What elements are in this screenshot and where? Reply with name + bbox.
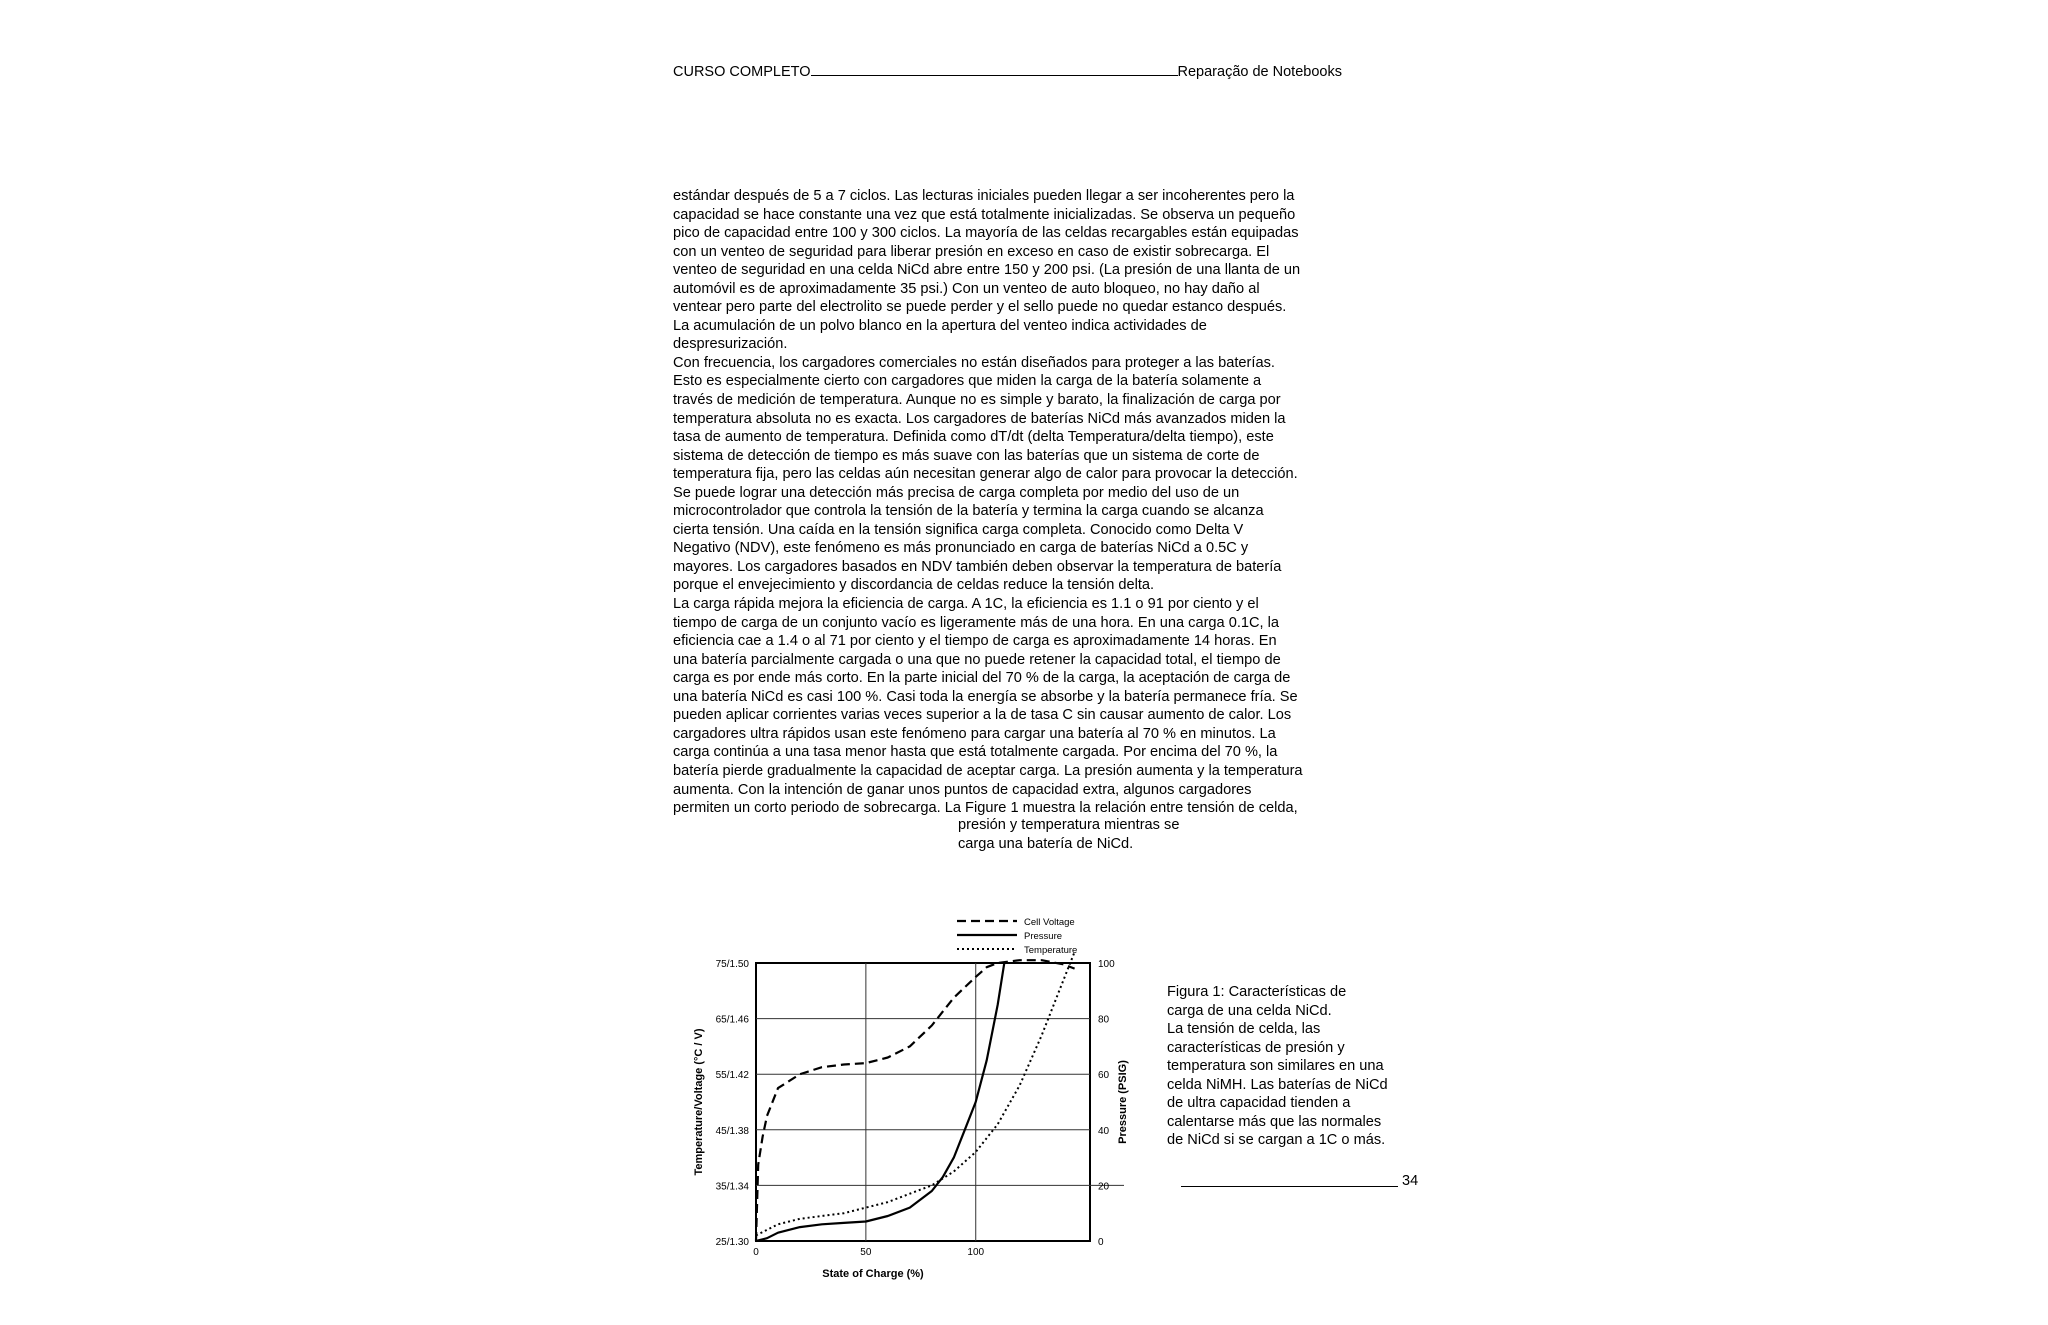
y-axis-label: Temperature/Voltage (°C / V) (693, 1028, 705, 1176)
nicd-charge-chart (672, 883, 1152, 1303)
figure-chart (672, 883, 1152, 1303)
x-tick-label: 100 (967, 1247, 985, 1258)
x-tick-label: 0 (753, 1247, 759, 1258)
body-line: ventear pero parte del electrolito se puede perder y el sello puede no quedar estanco después. (673, 299, 1287, 316)
body-line: eficiencia cae a 1.4 o al 71 por ciento y el tiempo de carga es aproximadamente 14 horas. En (673, 633, 1277, 650)
body-line: despresurización. (673, 336, 788, 353)
plot-frame (756, 963, 1090, 1241)
y2-axis-label: Pressure (PSIG) (1117, 1060, 1129, 1144)
body-line: con un venteo de seguridad para liberar presión en exceso en caso de existir sobrecarga. El (673, 243, 1270, 260)
y2-tick-label: 0 (1098, 1237, 1104, 1248)
body-line: La carga rápida mejora la eficiencia de carga. A 1C, la eficiencia es 1.1 o 91 por ciento y el (673, 596, 1259, 613)
body-line: temperatura absoluta no es exacta. Los cargadores de baterías NiCd más avanzados miden la (673, 410, 1286, 427)
body-line: una batería parcialmente cargada o una que no puede retener la capacidad total, el tiempo de (673, 651, 1281, 668)
y2-tick-label: 80 (1098, 1014, 1110, 1026)
legend-label: Pressure (1024, 931, 1063, 942)
y-tick-label: 65/1.46 (715, 1014, 749, 1026)
header-left: CURSO COMPLETO (673, 64, 811, 80)
body-line: una batería NiCd es casi 100 %. Casi toda la energía se absorbe y la batería permanece fría. Se (673, 688, 1298, 705)
footer-rule (1181, 1186, 1398, 1187)
body-line: presión y temperatura mientras se (958, 817, 1180, 833)
y-tick-label: 35/1.34 (715, 1181, 749, 1193)
caption-line: Figura 1: Características de (1167, 984, 1347, 1000)
body-text-tail (958, 816, 1179, 853)
body-line: Negativo (NDV), este fenómeno es más pronunciado en carga de baterías NiCd a 0.5C y (673, 540, 1249, 557)
page-header (673, 62, 1345, 80)
body-line: estándar después de 5 a 7 ciclos. Las lecturas iniciales pueden llegar a ser incoherentes pero la (673, 188, 1295, 204)
y-tick-label: 75/1.50 (715, 959, 749, 970)
series-line-pressure (756, 963, 1004, 1241)
body-line: pico de capacidad entre 100 y 300 ciclos. La mayoría de las celdas recargables están equipadas (673, 225, 1299, 242)
series-line-temperature (756, 952, 1075, 1236)
body-line: través de medición de temperatura. Aunque no es simple y barato, la finalización de carga por (673, 392, 1281, 409)
body-line: batería pierde gradualmente la capacidad de aceptar carga. La presión aumenta y la temperatura (673, 762, 1303, 779)
body-line: carga una batería de NiCd. (958, 835, 1134, 852)
y-tick-label: 55/1.42 (715, 1070, 749, 1082)
y-tick-label: 25/1.30 (715, 1237, 749, 1248)
body-line: microcontrolador que controla la tensión de la batería y termina la carga cuando se alcanza (673, 503, 1264, 520)
body-line: Esto es especialmente cierto con cargadores que miden la carga de la batería solamente a (673, 373, 1262, 390)
body-line: La acumulación de un polvo blanco en la apertura del venteo indica actividades de (673, 317, 1207, 334)
body-line: automóvil es de aproximadamente 35 psi.) Con un venteo de auto bloqueo, no hay daño al (673, 280, 1260, 297)
header-rule (811, 62, 1178, 76)
header-right: Reparação de Notebooks (1177, 64, 1342, 80)
body-line: venteo de seguridad en una celda NiCd abre entre 150 y 200 psi. (La presión de una llanta de un (673, 262, 1301, 279)
body-line: mayores. Los cargadores basados en NDV también deben observar la temperatura de batería (673, 558, 1282, 575)
body-line: carga es por ende más corto. En la parte inicial del 70 % de la carga, la aceptación de carga de (673, 670, 1291, 687)
y-tick-label: 45/1.38 (715, 1125, 749, 1137)
body-line: cargadores ultra rápidos usan este fenómeno para cargar una batería al 70 % en minutos. La (673, 725, 1276, 742)
caption-line: calentarse más que las normales (1167, 1113, 1382, 1130)
body-line: porque el envejecimiento y discordancia de celdas reduce la tensión delta. (673, 577, 1155, 594)
y2-tick-label: 60 (1098, 1070, 1110, 1082)
body-line: tiempo de carga de un conjunto vacío es ligeramente más de una hora. En una carga 0.1C, la (673, 614, 1280, 631)
y2-tick-label: 20 (1098, 1181, 1110, 1193)
caption-line: La tensión de celda, las (1167, 1021, 1321, 1038)
body-line: Con frecuencia, los cargadores comerciales no están diseñados para proteger a las baterías. (673, 354, 1275, 371)
caption-line: de NiCd si se cargan a 1C o más. (1167, 1132, 1386, 1149)
caption-line: celda NiMH. Las baterías de NiCd (1167, 1076, 1388, 1093)
x-tick-label: 50 (860, 1247, 872, 1258)
body-line: sistema de detección de tiempo es más suave con las baterías que un sistema de corte de (673, 447, 1260, 464)
caption-line: carga de una celda NiCd. (1167, 1002, 1332, 1019)
figure-caption (1167, 983, 1417, 1150)
body-line: permiten un corto periodo de sobrecarga. La Figure 1 muestra la relación entre tensión de celda, (673, 800, 1298, 817)
series-line-cell-voltage (756, 960, 1075, 1241)
caption-line: temperatura son similares en una (1167, 1058, 1384, 1075)
body-line: pueden aplicar corrientes varias veces superior a la de tasa C sin causar aumento de calor. Los (673, 707, 1292, 724)
body-line: carga continúa a una tasa menor hasta que está totalmente cargada. Por encima del 70 %, la (673, 744, 1278, 761)
body-line: cierta tensión. Una caída en la tensión significa carga completa. Conocido como Delta V (673, 521, 1244, 538)
body-line: capacidad se hace constante una vez que está totalmente inicializadas. Se observa un pequeño (673, 206, 1296, 223)
y2-tick-label: 100 (1098, 959, 1115, 970)
body-line: tasa de aumento de temperatura. Definida como dT/dt (delta Temperatura/delta tiempo), este (673, 429, 1274, 446)
body-line: temperatura fija, pero las celdas aún necesitan generar algo de calor para provocar la detección. (673, 466, 1298, 483)
body-line: aumenta. Con la intención de ganar unos puntos de capacidad extra, algunos cargadores (673, 781, 1252, 798)
caption-line: características de presión y (1167, 1039, 1345, 1056)
y2-tick-label: 40 (1098, 1125, 1110, 1137)
page-number: 34 (1402, 1173, 1419, 1189)
body-line: Se puede lograr una detección más precisa de carga completa por medio del uso de un (673, 484, 1240, 501)
legend-label: Cell Voltage (1024, 917, 1075, 928)
x-axis-label: State of Charge (%) (822, 1268, 924, 1280)
legend-label: Temperature (1024, 945, 1078, 956)
body-text (673, 187, 1373, 818)
caption-line: de ultra capacidad tienden a (1167, 1095, 1351, 1112)
